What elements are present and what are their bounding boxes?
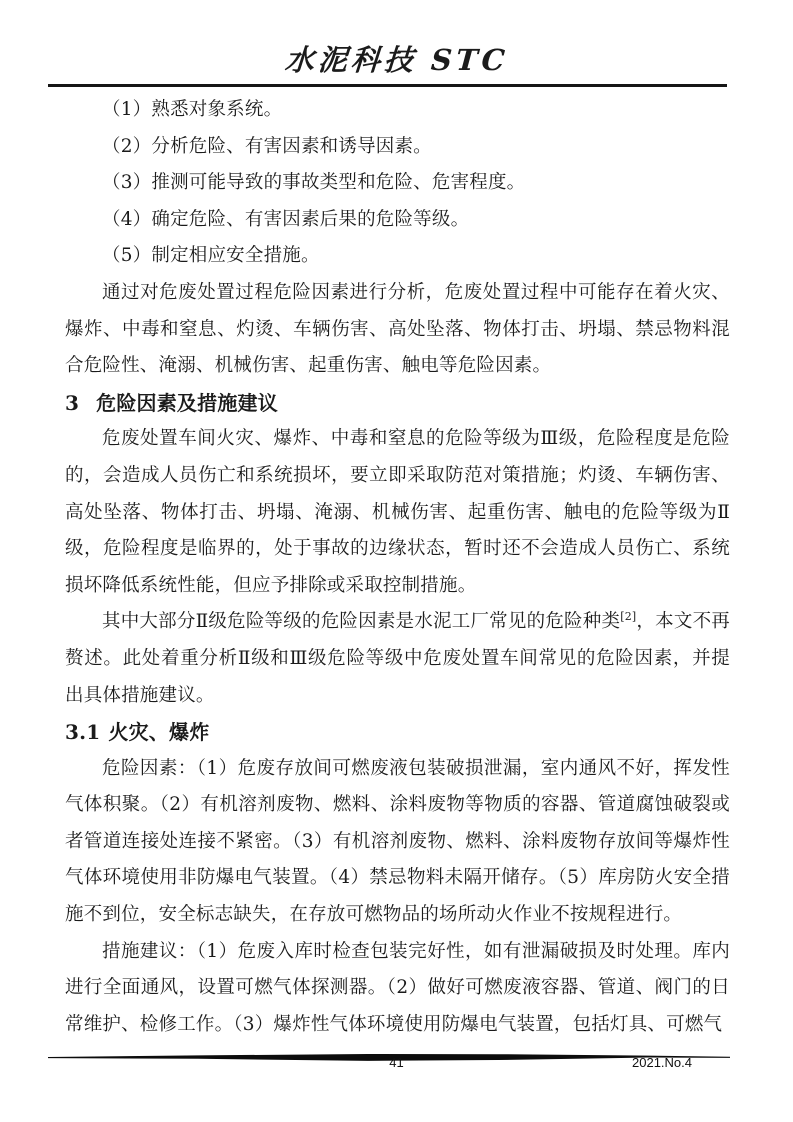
paragraph-analysis-scope	[65, 604, 730, 714]
list-item: （3）推测可能导致的事故类型和危险、危害程度。	[102, 172, 526, 194]
issue-label: 2021.No.4	[632, 1055, 692, 1070]
section-title: 危险因素及措施建议	[96, 390, 278, 415]
page-footer	[0, 1055, 793, 1073]
list-item: （5）制定相应安全措施。	[102, 245, 320, 267]
section-number: 3	[65, 390, 80, 415]
section-heading-3	[65, 385, 730, 422]
subsection-number: 3.1	[65, 720, 101, 745]
citation-reference: [2]	[620, 610, 637, 624]
list-item: （4）确定危险、有害因素后果的危险等级。	[102, 208, 470, 230]
paragraph-hazard-summary: 通过对危废处置过程危险因素进行分析，危废处置过程中可能存在着火灾、爆炸、中毒和窒息、灼烫、车辆伤害、高处坠落、物体打击、坍塌、禁忌物料混合危险性、淹溺、机械伤害、起重伤害、触电等危险因素。	[65, 281, 730, 377]
paragraph-risk-levels: 危废处置车间火灾、爆炸、中毒和窒息的危险等级为Ⅲ级，危险程度是危险的，会造成人员伤亡和系统损坏，要立即采取防范对策措施；灼烫、车辆伤害、高处坠落、物体打击、坍塌、淹溺、机械伤害、起重伤害、触电的危险等级为Ⅱ级，危险程度是临界的，处于事故的边缘状态，暂时还不会造成人员伤亡、系统损坏降低系统性能，但应予排除或采取控制措施。	[65, 428, 730, 596]
scope-text-before-citation: 其中大部分Ⅱ级危险等级的危险因素是水泥工厂常见的危险种类	[102, 611, 621, 633]
section-heading-3-1	[65, 714, 730, 751]
page-header	[0, 0, 793, 78]
page-number: 41	[389, 1055, 404, 1070]
list-item: （2）分析危险、有害因素和诱导因素。	[102, 135, 432, 157]
article-body	[65, 92, 730, 1043]
journal-title: 水泥科技 STC	[283, 43, 510, 77]
subsection-title: 火灾、爆炸	[108, 720, 210, 745]
scope-text-after-citation: ，本文不再赘述。此处着重分析Ⅱ级和Ⅲ级危险等级中危废处置车间常见的危险因素，并提出具体措施建议。	[65, 611, 730, 706]
paragraph-fire-measures: 措施建议：（1）危废入库时检查包装完好性，如有泄漏破损及时处理。库内进行全面通风，设置可燃气体探测器。（2）做好可燃废液容器、管道、阀门的日常维护、检修工作。（3）爆炸性气体环境使用防爆电气装置，包括灯具、可燃气	[65, 940, 730, 1035]
list-item: （1）熟悉对象系统。	[102, 99, 283, 120]
paragraph-fire-hazard-factors: 危险因素：（1）危废存放间可燃废液包装破损泄漏，室内通风不好，挥发性气体积聚。（2）有机溶剂废物、燃料、涂料废物等物质的容器、管道腐蚀破裂或者管道连接处连接不紧密。（3）有机溶剂废物、燃料、涂料废物存放间等爆炸性气体环境使用非防爆电气装置。（4）禁忌物料未隔开储存。（5）库房防火安全措施不到位，安全标志缺失，在存放可燃物品的场所动火作业不按规程进行。	[65, 757, 730, 926]
header-divider-rule	[48, 84, 727, 87]
